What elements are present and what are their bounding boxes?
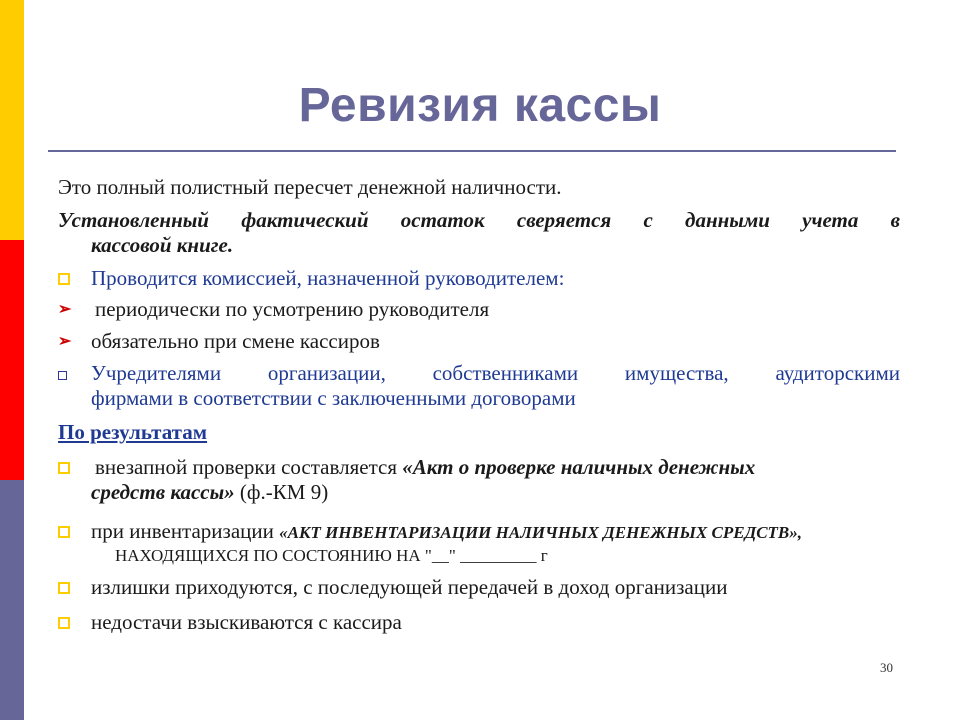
founders-text-line1: Учредителями организации, собственниками имущества, аудиторскими: [91, 361, 900, 385]
intro-text: Это полный полистный пересчет денежной наличности.: [58, 175, 562, 199]
left-stripe-red: [0, 240, 24, 480]
inventory-date-line: НАХОДЯЩИХСЯ ПО СОСТОЯНИЮ НА "__" _________ г: [115, 546, 548, 565]
title-divider: [48, 150, 896, 152]
sudden-prefix: внезапной проверки составляется: [95, 455, 403, 479]
results-heading: По результатам: [58, 420, 208, 444]
sudden-act-title-cont: средств кассы»: [91, 480, 235, 504]
slide-title: Ревизия кассы: [298, 79, 662, 132]
shortage-text: недостачи взыскиваются с кассира: [91, 610, 402, 634]
sudden-form-code: (ф.-КМ 9): [234, 480, 329, 504]
bullet-shortage: [58, 610, 900, 635]
verify-text-line2: кассовой книге.: [91, 233, 234, 257]
bullet-founders: [58, 361, 900, 411]
bullet-inventory: [58, 519, 900, 567]
sudden-act-title: «Акт о проверке наличных денежных: [402, 455, 756, 479]
inventory-prefix: при инвентаризации: [91, 519, 280, 543]
arrow-bullet-icon: ➢: [58, 301, 72, 318]
square-bullet-icon: [58, 266, 88, 291]
bullet-commission: [58, 266, 900, 291]
surplus-text: излишки приходуются, с последующей передачей в доход организации: [91, 575, 728, 599]
hollow-square-bullet-icon: [58, 361, 88, 386]
bullet-cashier-change: [58, 329, 900, 354]
square-bullet-icon: [58, 455, 88, 480]
square-bullet-icon: [58, 575, 88, 600]
periodic-text: периодически по усмотрению руководителя: [95, 297, 490, 321]
inventory-act-title: «АКТ ИНВЕНТАРИЗАЦИИ НАЛИЧНЫХ ДЕНЕЖНЫХ СРЕДСТВ»,: [279, 523, 803, 542]
square-bullet-icon: [58, 610, 88, 635]
verify-text-line1: Установленный фактический остаток сверяется с данными учета в: [58, 208, 900, 232]
left-stripe-blue: [0, 480, 24, 720]
bullet-sudden-check: [58, 455, 900, 505]
page-number: 30: [880, 660, 893, 675]
square-bullet-icon: [58, 519, 88, 544]
bullet-surplus: [58, 575, 900, 600]
left-stripe-yellow: [0, 0, 24, 240]
bullet-periodic: [58, 297, 900, 322]
cashier-change-text: обязательно при смене кассиров: [91, 329, 380, 353]
founders-text-line2: фирмами в соответствии с заключенными договорами: [91, 386, 576, 410]
arrow-bullet-icon: ➢: [58, 333, 72, 350]
commission-text: Проводится комиссией, назначенной руководителем:: [91, 266, 565, 290]
